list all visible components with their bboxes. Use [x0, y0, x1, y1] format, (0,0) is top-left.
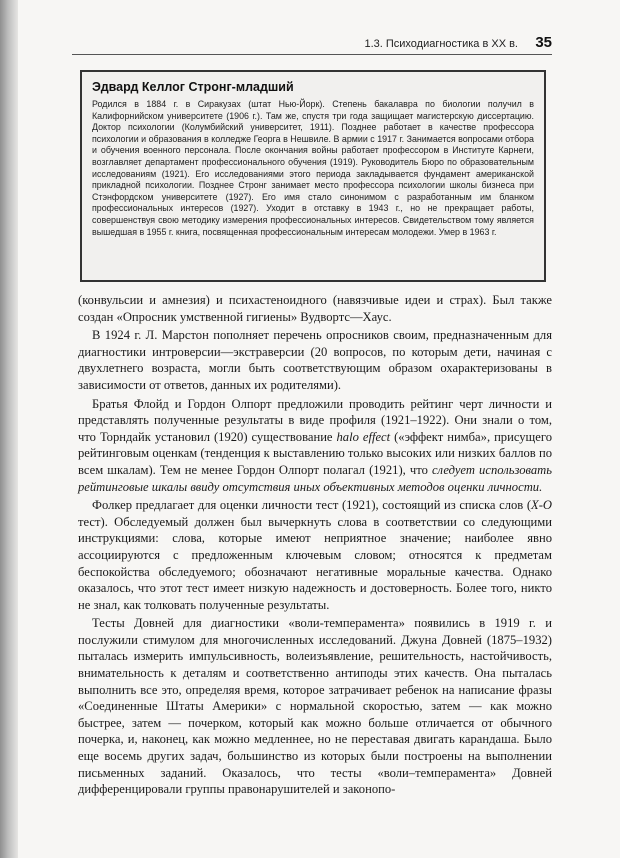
page-number: 35 [535, 34, 552, 51]
page-spine-shadow [0, 0, 18, 858]
paragraph-3-part-a: Братья Флойд и Гордон Олпорт предложили проводить рейтинг черт личности и представлять полученные результаты в виде профиля (1921–1922). Они знали о том, что Торндайк установил (1920) существование [78, 396, 552, 444]
paragraph-5: Тесты Довней для диагностики «воли-темперамента» появились в 1919 г. и послужили стимулом для многочисленных исследований. Джуна Довней (1875–1932) пыталась измерить импульсивность, волеизъявление, решительность, настойчивость, внимательность к деталям и соответственно антиподы этих качеств. Она пыталась выполнить все это, определяя время, которое затрачивает ребенок на написание фразы «Соединенные Штаты Америки» с нормальной скоростью, затем — как можно быстрее, затем — почерком, который как можно больше отличается от обычного почерка, и, наконец, как можно медленнее, но не переставая двигать карандаша. Было еще восемь других задач, большинство из которых были построены на выполнении письменных заданий. Оказалось, что тесты «воли–темперамента» Довней дифференцировали группы правонарушителей и законопо- [78, 616, 552, 797]
halo-effect-term: halo effect [336, 429, 391, 444]
paragraph-4 [78, 497, 552, 613]
paragraph-3 [78, 396, 552, 496]
biography-box [80, 70, 546, 282]
paragraph-2: В 1924 г. Л. Марстон пополняет перечень опросников своим, предназначенным для диагностики интроверсии—экстраверсии (20 вопросов, по которым дети, начиная с двухлетнего возраста, могли быть соответствующим образом охарактеризованы в зависимости от ответов, данных их родителями). [78, 328, 552, 392]
paragraph-3-part-b: («эффект нимба», присущего рейтинговым оценкам (тенденция к выставлению только высоких или низких баллов по всем шкалам). Тем не менее Гордон Олпорт полагал (1921), что [78, 429, 552, 477]
biography-title: Эдвард Келлог Стронг-младший [92, 80, 294, 94]
xo-test-term: X-O [531, 498, 552, 513]
paragraph-4-part-b: тест). Обследуемый должен был вычеркнуть слова в соответствии со следующими инструкциями: слова, которые имеют неприятное значение; наиболее явно ассоциируются с предложенным ключевым словом; относятся к предметам беспокойства обследуемого; обозначают негативные моральные качества. Однако оказалось, что этот тест имеет низкую надежность и достоверность. Более того, никто не знал, как толковать полученные результаты. [78, 514, 552, 612]
main-text [78, 292, 552, 800]
running-header [72, 32, 552, 55]
paragraph-3-emphasis: следует использовать рейтинговые шкалы ввиду отсутствия иных объективных методов оценки личности. [78, 462, 552, 494]
paragraph-4-part-a: Фолкер предлагает для оценки личности тест (1921), состоящий из списка слов ( [92, 498, 532, 513]
biography-text: Родился в 1884 г. в Сиракузах (штат Нью-Йорк). Степень бакалавра по биологии получил в Калифорнийском университете (1906 г.). Там же, спустя три года защищает магистерскую диссертацию. Доктор психологии (Колумбийский университет, 1911). Позднее работает в качестве профессора психологии и образования в колледже Георга в Нешвиле. В армии с 1917 г. Занимается вопросами отбора и обучения военного персонала. После окончания войны работает профессором в Институте Карнеги, возглавляет департамент профессионального обучения (1919). Руководитель Бюро по образовательным исследованиям (1921). Его исследованиями этого периода закладывается фундамент американской прикладной психологии. Позднее Стронг занимает место профессора психологии школы бизнеса при Стэнфордском университете (1927). Его имя стало синонимом с разработанным им бланком профессиональных интересов (1927). Уходит в отставку в 1943 г., но не прекращает работы, совершенствуя свою методику измерения профессиональных интересов. Свидетельством тому является вышедшая в 1955 г. книга, посвященная профессиональным интересам молодежи. Умер в 1963 г. [92, 99, 534, 237]
paragraph-1: (конвульсии и амнезия) и психастеноидного (навязчивые идеи и страх). Был также создан «Опросник умственной гигиены» Вудвортс—Хаус. [78, 293, 552, 324]
header-section-title: 1.3. Психодиагностика в XX в. [364, 38, 518, 50]
